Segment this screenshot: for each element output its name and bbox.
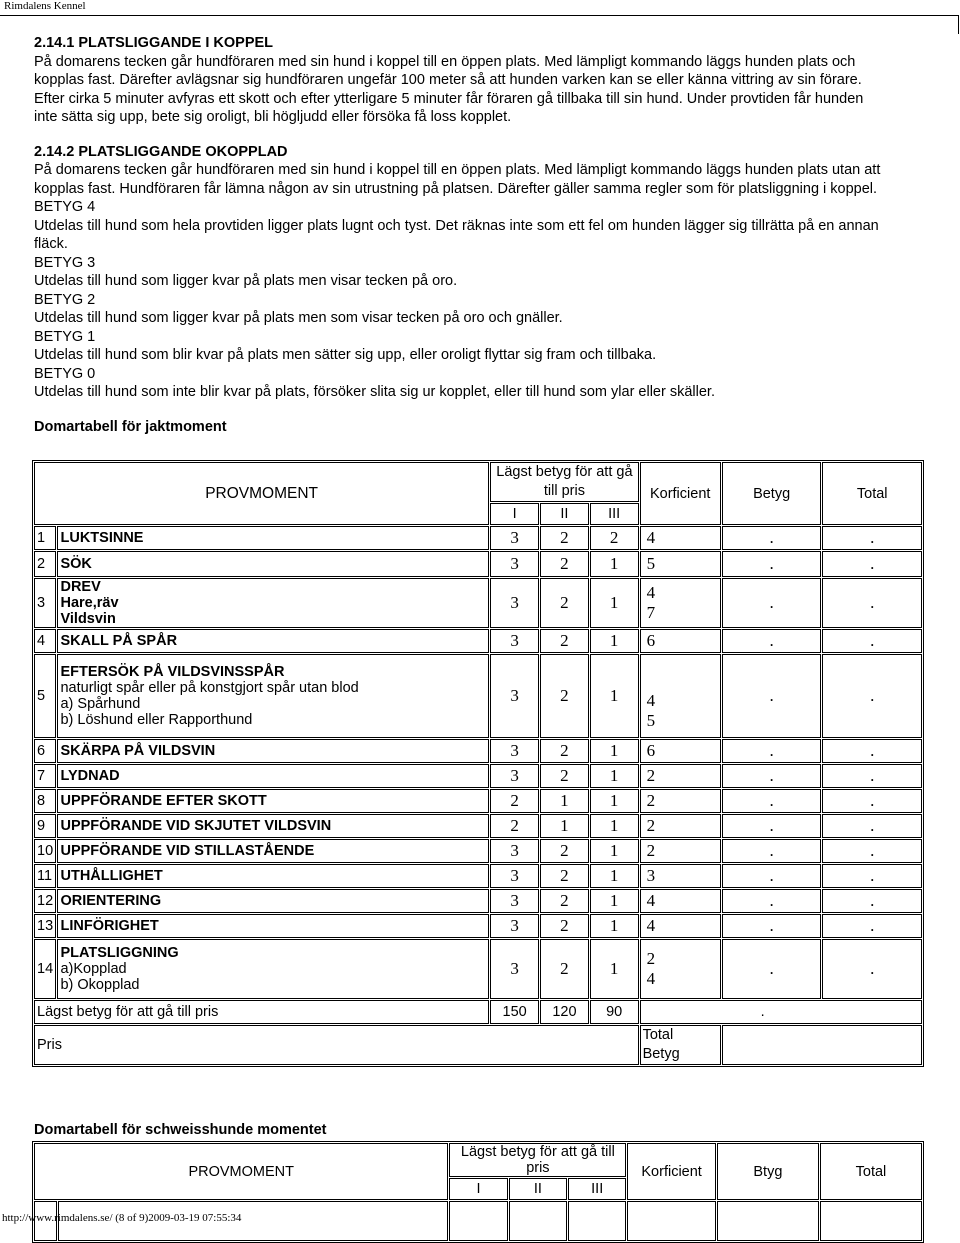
row-label xyxy=(57,654,489,738)
section-body xyxy=(34,161,934,402)
table-row xyxy=(34,739,922,763)
prize-value-ii: 2 xyxy=(540,629,589,653)
prize-value-iii: 1 xyxy=(590,578,639,628)
betyg-cell: . xyxy=(722,889,822,913)
koefficient-value: 4 xyxy=(646,691,656,710)
col-betyg: Btyg xyxy=(717,1143,819,1200)
section-line: fläck. xyxy=(34,236,68,252)
row-label-line: LINFÖRIGHET xyxy=(60,918,159,934)
row-label xyxy=(57,789,489,813)
page-header xyxy=(0,0,960,14)
col-total: Total xyxy=(822,462,922,525)
prize-value-iii: 1 xyxy=(590,551,639,577)
koefficient-value: 6 xyxy=(646,631,656,650)
betyg-cell: . xyxy=(722,739,822,763)
table-row xyxy=(34,839,922,863)
row-label xyxy=(57,939,489,999)
koefficient-cell xyxy=(640,789,721,813)
betyg-cell: . xyxy=(722,526,822,550)
prize-value-iii: 1 xyxy=(590,654,639,738)
row-label-line: naturligt spår eller på konstgjort spår utan blod xyxy=(60,680,359,696)
prize-value-ii: 2 xyxy=(540,889,589,913)
row-label-line: PLATSLIGGNING xyxy=(60,945,179,961)
prize-value-ii: 1 xyxy=(540,789,589,813)
row-label-line: UTHÅLLIGHET xyxy=(60,868,163,884)
row-number: 13 xyxy=(34,914,56,938)
section-line: Utdelas till hund som ligger kvar på plats men som visar tecken på oro och gnäller. xyxy=(34,310,563,326)
page-footer xyxy=(0,1212,241,1225)
cell xyxy=(509,1201,567,1241)
koefficient-value: 5 xyxy=(646,554,656,573)
prize-value-i: 3 xyxy=(490,939,539,999)
koefficient-cell xyxy=(640,939,721,999)
table-row xyxy=(34,629,922,653)
row-number: 1 xyxy=(34,526,56,550)
prize-value-iii: 1 xyxy=(590,789,639,813)
prize-col-2: II xyxy=(540,503,589,525)
betyg-cell: . xyxy=(722,814,822,838)
prize-value-i: 3 xyxy=(490,764,539,788)
section-line: BETYG 2 xyxy=(34,291,96,308)
total-cell: . xyxy=(822,789,922,813)
total-cell: . xyxy=(822,764,922,788)
total-cell: . xyxy=(822,839,922,863)
prize-value-iii: 1 xyxy=(590,839,639,863)
koefficient-cell xyxy=(640,629,721,653)
row-number: 7 xyxy=(34,764,56,788)
total-cell: . xyxy=(822,629,922,653)
row-label xyxy=(57,864,489,888)
prize-value-ii: 2 xyxy=(540,939,589,999)
prize-value-i: 3 xyxy=(490,629,539,653)
section-line: BETYG 1 xyxy=(34,328,96,345)
main-content xyxy=(34,34,934,418)
row-label-line: b) Okopplad xyxy=(60,977,140,993)
prize-col-3: III xyxy=(568,1178,626,1200)
table-row xyxy=(34,578,922,628)
cell xyxy=(717,1201,819,1241)
koefficient-cell xyxy=(640,814,721,838)
section-line: BETYG 4 xyxy=(34,199,96,215)
section-line: kopplas fast. Därefter avlägsnar sig hundföraren ungefär 100 meter så att hunden varken kan se eller känna vittring av sin förare. xyxy=(34,72,862,88)
schweiss-table xyxy=(32,1141,924,1243)
table-row xyxy=(34,864,922,888)
row-label xyxy=(57,551,489,577)
table2-caption: Domartabell för schweisshunde momentet xyxy=(34,1122,327,1138)
prize-value-i: 3 xyxy=(490,551,539,577)
section-line: inte sätta sig upp, bete sig oroligt, bli högljudd eller försöka få loss kopplet. xyxy=(34,109,512,125)
row-number: 2 xyxy=(34,551,56,577)
top-divider xyxy=(0,15,959,34)
koefficient-cell xyxy=(640,739,721,763)
section-okopplad xyxy=(34,143,934,402)
section-line: På domarens tecken går hundföraren med sin hund i koppel till en öppen plats. Med lämpligt kommando läggs hunden plats och xyxy=(34,53,856,70)
section-body xyxy=(34,53,934,127)
prize-value-ii: 2 xyxy=(540,578,589,628)
pris-total-value xyxy=(722,1025,922,1065)
row-label-line: SKÄRPA PÅ VILDSVIN xyxy=(60,743,216,759)
prize-value-ii: 2 xyxy=(540,764,589,788)
min-row-iii: 90 xyxy=(590,1000,639,1024)
row-number: 6 xyxy=(34,739,56,763)
prize-value-iii: 2 xyxy=(590,526,639,550)
prize-value-ii: 2 xyxy=(540,654,589,738)
koefficient-cell xyxy=(640,526,721,550)
total-cell: . xyxy=(822,814,922,838)
row-label-line: LUKTSINNE xyxy=(60,530,144,546)
prize-value-ii: 2 xyxy=(540,551,589,577)
row-label-line: EFTERSÖK PÅ VILDSVINSSPÅR xyxy=(60,664,285,680)
cell xyxy=(449,1201,507,1241)
betyg-cell: . xyxy=(722,764,822,788)
col-lagst-betyg: Lägst betyg för att gå till pris xyxy=(490,462,638,502)
prize-col-1: I xyxy=(490,503,539,525)
row-label-line: a) Spårhund xyxy=(60,696,141,712)
pris-row-label: Pris xyxy=(34,1025,639,1065)
koefficient-value: 4 xyxy=(646,916,656,935)
koefficient-value: 2 xyxy=(646,766,656,785)
row-label-line: UPPFÖRANDE VID SKJUTET VILDSVIN xyxy=(60,818,332,834)
prize-value-ii: 2 xyxy=(540,526,589,550)
row-number: 9 xyxy=(34,814,56,838)
row-label xyxy=(57,629,489,653)
row-label-line: b) Löshund eller Rapporthund xyxy=(60,712,253,728)
section-title: 2.14.2 PLATSLIGGANDE OKOPPLAD xyxy=(34,143,288,160)
col-provmoment: PROVMOMENT xyxy=(34,462,489,525)
total-cell: . xyxy=(822,939,922,999)
row-number: 4 xyxy=(34,629,56,653)
prize-value-ii: 2 xyxy=(540,739,589,763)
section-title: 2.14.1 PLATSLIGGANDE I KOPPEL xyxy=(34,35,274,51)
col-provmoment: PROVMOMENT xyxy=(34,1143,448,1200)
koefficient-value: 4 xyxy=(646,528,656,547)
row-number: 12 xyxy=(34,889,56,913)
row-label-line: UPPFÖRANDE EFTER SKOTT xyxy=(60,793,267,809)
table-row xyxy=(34,764,922,788)
prize-value-iii: 1 xyxy=(590,814,639,838)
table-row xyxy=(34,914,922,938)
col-total: Total xyxy=(820,1143,922,1200)
total-cell: . xyxy=(822,526,922,550)
prize-value-iii: 1 xyxy=(590,914,639,938)
section-line: BETYG 0 xyxy=(34,365,96,382)
site-name: Rimdalens Kennel xyxy=(4,0,86,12)
footer-url: http://www.rimdalens.se/ (8 of 9)2009-03-19 07:55:34 xyxy=(2,1212,242,1224)
section-line: Utdelas till hund som hela provtiden ligger plats lugnt och tyst. Det räknas inte som ett fel om hunden lägger sig tillrätta på en annan xyxy=(34,217,879,234)
total-cell: . xyxy=(822,864,922,888)
col-lagst-betyg: Lägst betyg för att gå till pris xyxy=(449,1143,626,1177)
min-row-label: Lägst betyg för att gå till pris xyxy=(34,1000,489,1024)
table1-caption: Domartabell för jaktmoment xyxy=(34,419,227,435)
row-label-line: Vildsvin xyxy=(60,611,116,627)
koefficient-cell xyxy=(640,914,721,938)
betyg-cell: . xyxy=(722,839,822,863)
koefficient-value: 4 xyxy=(646,891,656,910)
prize-value-i: 2 xyxy=(490,814,539,838)
prize-value-i: 3 xyxy=(490,578,539,628)
row-label-line: UPPFÖRANDE VID STILLASTÅENDE xyxy=(60,843,315,859)
prize-value-iii: 1 xyxy=(590,629,639,653)
row-label xyxy=(57,578,489,628)
row-label-line: DREV xyxy=(60,579,101,595)
koefficient-cell xyxy=(640,864,721,888)
cell xyxy=(820,1201,922,1241)
prize-value-i: 3 xyxy=(490,654,539,738)
row-label xyxy=(57,889,489,913)
total-cell: . xyxy=(822,654,922,738)
table-row xyxy=(34,526,922,550)
section-line: Utdelas till hund som ligger kvar på plats men visar tecken på oro. xyxy=(34,273,458,289)
row-number: 14 xyxy=(34,939,56,999)
betyg-cell: . xyxy=(722,578,822,628)
betyg-cell: . xyxy=(722,914,822,938)
table-row xyxy=(34,654,922,738)
koefficient-cell xyxy=(640,551,721,577)
prize-value-iii: 1 xyxy=(590,889,639,913)
row-number: 5 xyxy=(34,654,56,738)
row-label-line: a)Kopplad xyxy=(60,961,127,977)
row-number: 3 xyxy=(34,578,56,628)
row-number: 10 xyxy=(34,839,56,863)
prize-value-i: 3 xyxy=(490,889,539,913)
row-label xyxy=(57,739,489,763)
betyg-cell: . xyxy=(722,939,822,999)
prize-value-ii: 2 xyxy=(540,839,589,863)
koefficient-value: 3 xyxy=(646,866,656,885)
row-label-line: SÖK xyxy=(60,556,92,572)
betyg-cell: . xyxy=(722,551,822,577)
koefficient-cell xyxy=(640,578,721,628)
table-row xyxy=(34,889,922,913)
section-line: Utdelas till hund som inte blir kvar på plats, försöker slita sig ur kopplet, eller till hund som ylar eller skäller. xyxy=(34,384,715,400)
row-number: 8 xyxy=(34,789,56,813)
row-label xyxy=(57,839,489,863)
row-label-line: SKALL PÅ SPÅR xyxy=(60,633,178,649)
total-cell: . xyxy=(822,889,922,913)
total-cell: . xyxy=(822,739,922,763)
prize-value-i: 2 xyxy=(490,789,539,813)
table-row xyxy=(34,939,922,999)
prize-value-i: 3 xyxy=(490,839,539,863)
pris-total-label: Total xyxy=(642,1027,674,1043)
koefficient-value: 4 xyxy=(646,583,656,602)
section-line: Utdelas till hund som blir kvar på plats men sätter sig upp, eller oroligt flyttar sig fram och tillbaka. xyxy=(34,347,657,363)
total-cell: . xyxy=(822,578,922,628)
prize-value-iii: 1 xyxy=(590,864,639,888)
koefficient-cell xyxy=(640,889,721,913)
prize-value-i: 3 xyxy=(490,914,539,938)
row-label-line: Hare,räv xyxy=(60,595,119,611)
prize-value-i: 3 xyxy=(490,526,539,550)
betyg-cell: . xyxy=(722,864,822,888)
koefficient-value: 7 xyxy=(646,603,656,622)
row-label xyxy=(57,914,489,938)
prize-value-ii: 2 xyxy=(540,864,589,888)
prize-value-i: 3 xyxy=(490,864,539,888)
koefficient-cell xyxy=(640,839,721,863)
koefficient-value: 2 xyxy=(646,841,656,860)
prize-col-3: III xyxy=(590,503,639,525)
prize-value-iii: 1 xyxy=(590,939,639,999)
table-row xyxy=(34,789,922,813)
pris-betyg-label: Betyg xyxy=(642,1046,680,1062)
section-line: BETYG 3 xyxy=(34,254,96,271)
betyg-cell: . xyxy=(722,789,822,813)
prize-col-2: II xyxy=(509,1178,567,1200)
section-line: Efter cirka 5 minuter avfyras ett skott och efter ytterligare 5 minuter får föraren gå tillbaka till sin hund. Under provtiden får hunden xyxy=(34,90,864,107)
betyg-cell: . xyxy=(722,654,822,738)
pris-total-betyg xyxy=(640,1025,721,1065)
koefficient-cell xyxy=(640,764,721,788)
koefficient-cell xyxy=(640,654,721,738)
row-label-line: LYDNAD xyxy=(60,768,120,784)
cell xyxy=(568,1201,626,1241)
table-row xyxy=(34,551,922,577)
row-label xyxy=(57,764,489,788)
prize-value-iii: 1 xyxy=(590,764,639,788)
prize-col-1: I xyxy=(449,1178,507,1200)
prize-value-ii: 2 xyxy=(540,914,589,938)
koefficient-value: 6 xyxy=(646,741,656,760)
total-cell: . xyxy=(822,914,922,938)
min-row-dot: . xyxy=(640,1000,922,1024)
koefficient-value: 5 xyxy=(646,711,656,730)
betyg-cell: . xyxy=(722,629,822,653)
section-koppel xyxy=(34,34,934,127)
min-row-i: 150 xyxy=(490,1000,539,1024)
row-label-line: ORIENTERING xyxy=(60,893,162,909)
prize-value-iii: 1 xyxy=(590,739,639,763)
table-row xyxy=(34,814,922,838)
section-line: kopplas fast. Hundföraren får lämna någon av sin utrustning på platsen. Därefter gäller samma regler som för platsliggning i koppel. xyxy=(34,180,878,197)
koefficient-value: 2 xyxy=(646,816,656,835)
section-line: På domarens tecken går hundföraren med sin hund i koppel till en öppen plats. Med lämpligt kommando läggs hunden plats utan att xyxy=(34,162,881,178)
koefficient-value: 2 xyxy=(646,791,656,810)
prize-value-i: 3 xyxy=(490,739,539,763)
koefficient-value: 2 xyxy=(646,949,656,968)
total-cell: . xyxy=(822,551,922,577)
row-label xyxy=(57,814,489,838)
prize-value-ii: 1 xyxy=(540,814,589,838)
row-label xyxy=(57,526,489,550)
col-betyg: Betyg xyxy=(722,462,822,525)
row-number: 11 xyxy=(34,864,56,888)
cell xyxy=(627,1201,716,1241)
col-koefficient: Korficient xyxy=(627,1143,716,1200)
col-koefficient: Korficient xyxy=(640,462,721,525)
koefficient-value: 4 xyxy=(646,969,656,988)
min-row-ii: 120 xyxy=(540,1000,589,1024)
jakt-table xyxy=(32,460,924,1067)
